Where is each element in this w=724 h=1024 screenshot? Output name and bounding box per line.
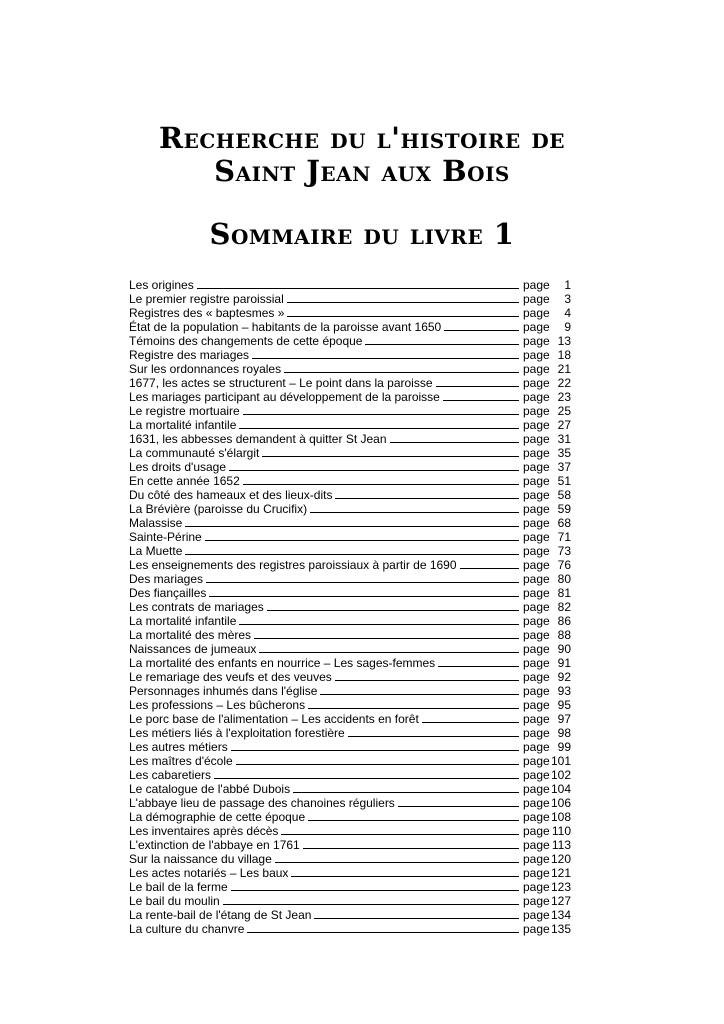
toc-page-word: page: [523, 278, 550, 292]
toc-page-word: page: [523, 600, 550, 614]
toc-leader-line: [275, 861, 519, 863]
toc-entry-title: Les inventaires après décès: [129, 824, 279, 838]
toc-page-word: page: [523, 754, 550, 768]
toc-entry: [129, 474, 571, 488]
summary-heading: Sommaire du livre 1: [209, 217, 515, 251]
toc-entry: [129, 656, 571, 670]
toc-leader-line: [239, 427, 519, 429]
toc-leader-line: [293, 791, 519, 793]
toc-page-number: 1: [564, 278, 571, 292]
toc-entry: [129, 852, 571, 866]
toc-page-word: page: [523, 670, 550, 684]
toc-page-word: page: [523, 712, 550, 726]
toc-page-word: page: [523, 474, 550, 488]
toc-page-number: 22: [557, 376, 571, 390]
toc-entry: [129, 558, 571, 572]
toc-page-word: page: [523, 432, 550, 446]
toc-leader-line: [398, 805, 519, 807]
toc-page-word: page: [523, 908, 550, 922]
toc-entry: [129, 306, 571, 320]
toc-page-word: page: [523, 488, 550, 502]
toc-leader-line: [287, 301, 519, 303]
toc-entry: [129, 614, 571, 628]
toc-leader-line: [185, 553, 519, 555]
toc-leader-line: [438, 665, 519, 667]
toc-page-word: page: [523, 810, 550, 824]
toc-entry: [129, 796, 571, 810]
toc-page-word: page: [523, 880, 550, 894]
toc-entry: [129, 642, 571, 656]
toc-entry: [129, 684, 571, 698]
toc-page-word: page: [523, 418, 550, 432]
toc-entry-title: Les origines: [129, 278, 194, 292]
toc-page-number: 101: [550, 754, 571, 768]
toc-page-number: 92: [557, 670, 571, 684]
toc-leader-line: [239, 623, 519, 625]
toc-entry: [129, 432, 571, 446]
toc-leader-line: [390, 441, 519, 443]
toc-page-word: page: [523, 390, 550, 404]
toc-page-word: page: [523, 362, 550, 376]
toc-page-number: 99: [557, 740, 571, 754]
toc-leader-line: [335, 497, 519, 499]
toc-entry: [129, 866, 571, 880]
toc-page-number: 82: [557, 600, 571, 614]
toc-entry: [129, 712, 571, 726]
toc-page-number: 135: [550, 922, 571, 936]
toc-entry-title: Les autres métiers: [129, 740, 228, 754]
toc-leader-line: [223, 903, 519, 905]
toc-entry-title: Les mariages participant au développement de la paroisse: [129, 390, 440, 404]
toc-entry: [129, 768, 571, 782]
toc-entry-title: Registre des mariages: [129, 348, 250, 362]
toc-entry-title: 1677, les actes se structurent – Le point dans la paroisse: [129, 376, 433, 390]
toc-entry: [129, 838, 571, 852]
toc-entry-title: La rente-bail de l'étang de St Jean: [129, 908, 312, 922]
toc-entry-title: Les droits d'usage: [129, 460, 227, 474]
toc-page-number: 51: [557, 474, 571, 488]
toc-entry-title: Sur les ordonnances royales: [129, 362, 282, 376]
toc-page-number: 35: [557, 446, 571, 460]
toc-entry-title: Les enseignements des registres paroissiaux à partir de 1690: [129, 558, 457, 572]
toc-page-number: 127: [550, 894, 571, 908]
toc-leader-line: [443, 399, 519, 401]
toc-page-word: page: [523, 852, 550, 866]
toc-leader-line: [267, 609, 519, 611]
toc-page-number: 108: [550, 810, 571, 824]
toc-entry-title: La Brévière (paroisse du Crucifix): [129, 502, 308, 516]
toc-leader-line: [287, 315, 519, 317]
toc-page-word: page: [523, 306, 550, 320]
toc-page-word: page: [523, 460, 550, 474]
toc-page-word: page: [523, 544, 550, 558]
toc-page-word: page: [523, 824, 550, 838]
toc-entry-title: La démographie de cette époque: [129, 810, 306, 824]
toc-leader-line: [262, 455, 519, 457]
toc-entry: [129, 600, 571, 614]
toc-page-number: 68: [557, 516, 571, 530]
toc-entry: [129, 908, 571, 922]
toc-page-word: page: [523, 894, 550, 908]
toc-page-number: 123: [550, 880, 571, 894]
toc-entry: [129, 446, 571, 460]
toc-page-word: page: [523, 684, 550, 698]
toc-page-word: page: [523, 376, 550, 390]
toc-leader-line: [310, 511, 519, 513]
toc-entry-title: Registres des « baptesmes »: [129, 306, 285, 320]
toc-entry: [129, 516, 571, 530]
toc-entry-title: La mortalité des mères: [129, 628, 252, 642]
toc-leader-line: [243, 413, 519, 415]
title-line-1: Recherche du l'histoire de: [159, 121, 565, 155]
toc-entry-title: Du côté des hameaux et des lieux-dits: [129, 488, 333, 502]
toc-entry-title: État de la population – habitants de la paroisse avant 1650: [129, 320, 442, 334]
toc-leader-line: [348, 735, 519, 737]
toc-entry-title: Les cabaretiers: [129, 768, 212, 782]
toc-entry-title: La Muette: [129, 544, 183, 558]
toc-page-number: 104: [550, 782, 571, 796]
toc-leader-line: [231, 889, 519, 891]
toc-entry: [129, 782, 571, 796]
toc-page-number: 13: [557, 334, 571, 348]
toc-leader-line: [422, 721, 519, 723]
toc-leader-line: [308, 707, 519, 709]
toc-entry: [129, 390, 571, 404]
toc-entry: [129, 320, 571, 334]
toc-page-number: 102: [550, 768, 571, 782]
toc-entry-title: Les métiers liés à l'exploitation forestière: [129, 726, 345, 740]
toc-leader-line: [197, 287, 519, 289]
toc-entry-title: La communauté s'élargit: [129, 446, 260, 460]
toc-page-number: 86: [557, 614, 571, 628]
toc-page-number: 88: [557, 628, 571, 642]
toc-entry-title: L'abbaye lieu de passage des chanoines réguliers: [129, 796, 395, 810]
toc-leader-line: [247, 931, 519, 933]
toc-leader-line: [444, 329, 519, 331]
toc-leader-line: [365, 343, 519, 345]
toc-page-word: page: [523, 922, 550, 936]
toc-entry-title: Le bail du moulin: [129, 894, 220, 908]
toc-page-number: 21: [557, 362, 571, 376]
toc-entry: [129, 348, 571, 362]
toc-page-word: page: [523, 558, 550, 572]
toc-page-word: page: [523, 334, 550, 348]
toc-entry: [129, 586, 571, 600]
toc-leader-line: [314, 917, 519, 919]
toc-entry-title: Le premier registre paroissial: [129, 292, 284, 306]
toc-entry-title: Les maîtres d'école: [129, 754, 233, 768]
toc-leader-line: [243, 483, 519, 485]
toc-entry-title: En cette année 1652: [129, 474, 240, 488]
toc-page-word: page: [523, 768, 550, 782]
toc-page-number: 97: [557, 712, 571, 726]
toc-page-number: 81: [557, 586, 571, 600]
toc-leader-line: [206, 581, 519, 583]
toc-page-word: page: [523, 320, 550, 334]
toc-page-number: 121: [550, 866, 571, 880]
toc-entry-title: Les actes notariés – Les baux: [129, 866, 289, 880]
toc-page-number: 9: [564, 320, 571, 334]
toc-page-number: 59: [557, 502, 571, 516]
toc-entry: [129, 292, 571, 306]
toc-entry-title: Témoins des changements de cette époque: [129, 334, 363, 348]
toc-entry: [129, 334, 571, 348]
toc-page-word: page: [523, 502, 550, 516]
toc-entry: [129, 880, 571, 894]
toc-entry-title: Le bail de la ferme: [129, 880, 228, 894]
toc-leader-line: [229, 469, 519, 471]
toc-page-number: 27: [557, 418, 571, 432]
toc-leader-line: [303, 847, 519, 849]
toc-page-number: 93: [557, 684, 571, 698]
toc-page-number: 58: [557, 488, 571, 502]
toc-leader-line: [209, 595, 519, 597]
toc-page-number: 25: [557, 404, 571, 418]
toc-leader-line: [284, 371, 519, 373]
toc-leader-line: [252, 357, 519, 359]
toc-leader-line: [231, 749, 519, 751]
toc-entry-title: La mortalité des enfants en nourrice – Les sages-femmes: [129, 656, 436, 670]
toc-page-word: page: [523, 656, 550, 670]
toc-leader-line: [308, 819, 519, 821]
toc-page-number: 90: [557, 642, 571, 656]
toc-page-word: page: [523, 292, 550, 306]
toc-page-word: page: [523, 782, 550, 796]
toc-leader-line: [281, 833, 519, 835]
toc-page-number: 23: [557, 390, 571, 404]
toc-entry-title: Des fiançailles: [129, 586, 207, 600]
toc-page-word: page: [523, 726, 550, 740]
toc-leader-line: [320, 693, 519, 695]
toc-leader-line: [335, 679, 519, 681]
toc-leader-line: [185, 525, 519, 527]
toc-leader-line: [291, 875, 519, 877]
toc-entry-title: La culture du chanvre: [129, 922, 245, 936]
toc-entry: [129, 544, 571, 558]
toc-entry-title: Les contrats de mariages: [129, 600, 264, 614]
toc-page-number: 95: [557, 698, 571, 712]
toc-leader-line: [205, 539, 519, 541]
title-line-2: Saint Jean aux Bois: [214, 154, 510, 188]
toc-entry: [129, 810, 571, 824]
toc-leader-line: [436, 385, 519, 387]
toc-page-number: 31: [557, 432, 571, 446]
toc-page-number: 91: [557, 656, 571, 670]
toc-page-number: 134: [550, 908, 571, 922]
toc-page-number: 3: [564, 292, 571, 306]
toc-page-word: page: [523, 572, 550, 586]
toc-entry: [129, 740, 571, 754]
toc-leader-line: [236, 763, 519, 765]
toc-page-word: page: [523, 866, 550, 880]
toc-entry-title: La mortalité infantile: [129, 418, 237, 432]
toc-entry: [129, 628, 571, 642]
toc-entry-title: Le catalogue de l'abbé Dubois: [129, 782, 291, 796]
toc-entry-title: La mortalité infantile: [129, 614, 237, 628]
toc-entry: [129, 572, 571, 586]
toc-page-number: 110: [551, 824, 571, 838]
toc-entry-title: Le registre mortuaire: [129, 404, 240, 418]
toc-entry-title: 1631, les abbesses demandent à quitter St Jean: [129, 432, 387, 446]
toc-page-word: page: [523, 698, 550, 712]
toc-page-number: 37: [557, 460, 571, 474]
toc-entry: [129, 502, 571, 516]
toc-entry: [129, 698, 571, 712]
toc-page-number: 106: [550, 796, 571, 810]
toc-page-word: page: [523, 838, 550, 852]
toc-leader-line: [214, 777, 519, 779]
toc-entry-title: Malassise: [129, 516, 183, 530]
toc-entry: [129, 922, 571, 936]
toc-entry-title: Le porc base de l'alimentation – Les accidents en forêt: [129, 712, 419, 726]
toc-entry: [129, 488, 571, 502]
toc-page-word: page: [523, 740, 550, 754]
toc-entry: [129, 530, 571, 544]
toc-entry: [129, 376, 571, 390]
toc-page-number: 76: [557, 558, 571, 572]
toc-entry: [129, 278, 571, 292]
toc-entry: [129, 894, 571, 908]
toc-entry: [129, 754, 571, 768]
toc-entry: [129, 404, 571, 418]
toc-entry-title: Sur la naissance du village: [129, 852, 272, 866]
toc-page-number: 4: [564, 306, 571, 320]
toc-page-word: page: [523, 404, 550, 418]
toc-page-word: page: [523, 516, 550, 530]
table-of-contents: [129, 278, 571, 936]
toc-page-number: 120: [550, 852, 571, 866]
toc-page-word: page: [523, 628, 550, 642]
toc-entry-title: Les professions – Les bûcherons: [129, 698, 306, 712]
toc-entry: [129, 362, 571, 376]
toc-page-number: 98: [557, 726, 571, 740]
toc-leader-line: [460, 567, 519, 569]
toc-page-word: page: [523, 586, 550, 600]
toc-entry: [129, 460, 571, 474]
toc-entry: [129, 726, 571, 740]
toc-page-word: page: [523, 348, 550, 362]
toc-entry: [129, 670, 571, 684]
toc-entry: [129, 824, 571, 838]
toc-entry-title: Le remariage des veufs et des veuves: [129, 670, 332, 684]
toc-page-word: page: [523, 614, 550, 628]
toc-leader-line: [254, 637, 519, 639]
toc-entry-title: Des mariages: [129, 572, 204, 586]
toc-page-number: 71: [557, 530, 571, 544]
toc-entry-title: L'extinction de l'abbaye en 1761: [129, 838, 300, 852]
toc-page-word: page: [523, 642, 550, 656]
toc-page-word: page: [523, 796, 550, 810]
toc-entry-title: Naissances de jumeaux: [129, 642, 257, 656]
toc-page-number: 73: [557, 544, 571, 558]
toc-page-number: 18: [557, 348, 571, 362]
toc-page-word: page: [523, 530, 550, 544]
toc-page-number: 113: [551, 838, 571, 852]
toc-entry-title: Personnages inhumés dans l'église: [129, 684, 318, 698]
toc-entry-title: Sainte-Périne: [129, 530, 202, 544]
toc-page-word: page: [523, 446, 550, 460]
toc-entry: [129, 418, 571, 432]
toc-leader-line: [259, 651, 519, 653]
toc-page-number: 80: [557, 572, 571, 586]
